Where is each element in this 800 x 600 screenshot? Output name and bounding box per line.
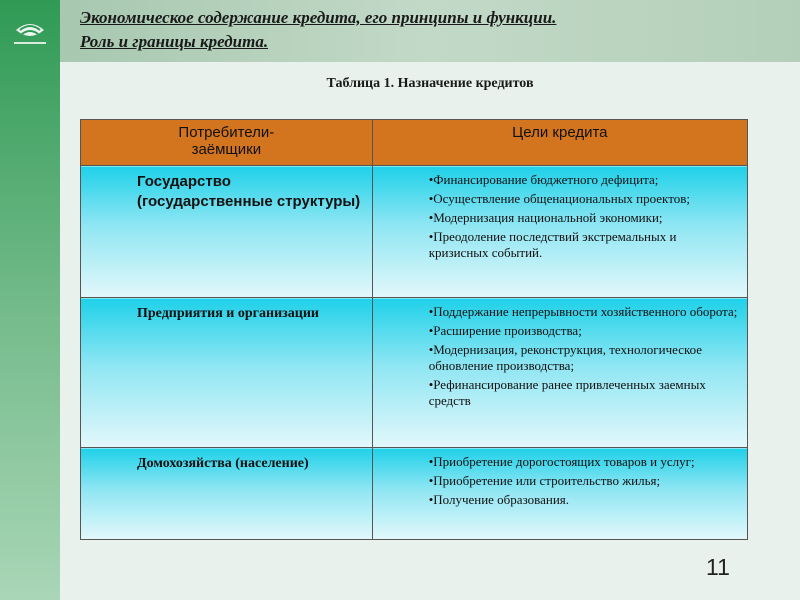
column-header-goals: Цели кредита — [372, 120, 747, 166]
consumer-name: Домохозяйства (население) — [137, 456, 309, 471]
consumer-cell — [81, 298, 373, 448]
credit-purpose-table — [80, 119, 748, 540]
goal-item: •Преодоление последствий экстремальных и кризисных событий. — [428, 229, 677, 260]
goal-item: •Приобретение дорогостоящих товаров и услуг; — [428, 454, 695, 469]
goals-cell — [372, 448, 747, 540]
slide-title-line-2: Роль и границы кредита. — [80, 32, 269, 51]
table-header-row — [81, 120, 748, 166]
goal-item: •Получение образования. — [428, 492, 570, 507]
goal-list — [429, 304, 739, 409]
table-row — [81, 166, 748, 298]
goal-list — [429, 172, 739, 261]
table-caption: Таблица 1. Назначение кредитов — [326, 76, 534, 91]
table-row — [81, 448, 748, 540]
goal-item: •Приобретение или строительство жилья; — [428, 473, 661, 488]
goal-item: •Поддержание непрерывности хозяйственного оборота; — [428, 304, 738, 319]
consumer-name: Предприятия и организации — [137, 306, 319, 321]
goal-list — [429, 454, 739, 508]
goals-cell — [372, 298, 747, 448]
consumer-name: Государство (государственные структуры) — [137, 173, 361, 210]
goal-item: •Рефинансирование ранее привлеченных заемных средств — [428, 377, 706, 408]
sberbank-logo-icon — [10, 8, 50, 48]
slide-number: 11 — [706, 554, 730, 580]
goal-item: •Модернизация национальной экономики; — [428, 210, 663, 225]
column-header-consumers: Потребители-заёмщики — [81, 120, 373, 166]
consumer-cell — [81, 448, 373, 540]
goals-cell — [372, 166, 747, 298]
consumer-cell — [81, 166, 373, 298]
goal-item: •Финансирование бюджетного дефицита; — [428, 172, 659, 187]
goal-item: •Модернизация, реконструкция, технологическое обновление производства; — [428, 342, 703, 373]
table-row — [81, 298, 748, 448]
goal-item: •Осуществление общенациональных проектов; — [428, 191, 690, 206]
slide-header — [60, 0, 800, 62]
goal-item: •Расширение производства; — [428, 323, 582, 338]
left-decor-bar — [0, 0, 60, 600]
slide-title-line-1: Экономическое содержание кредита, его принципы и функции. — [80, 8, 557, 27]
